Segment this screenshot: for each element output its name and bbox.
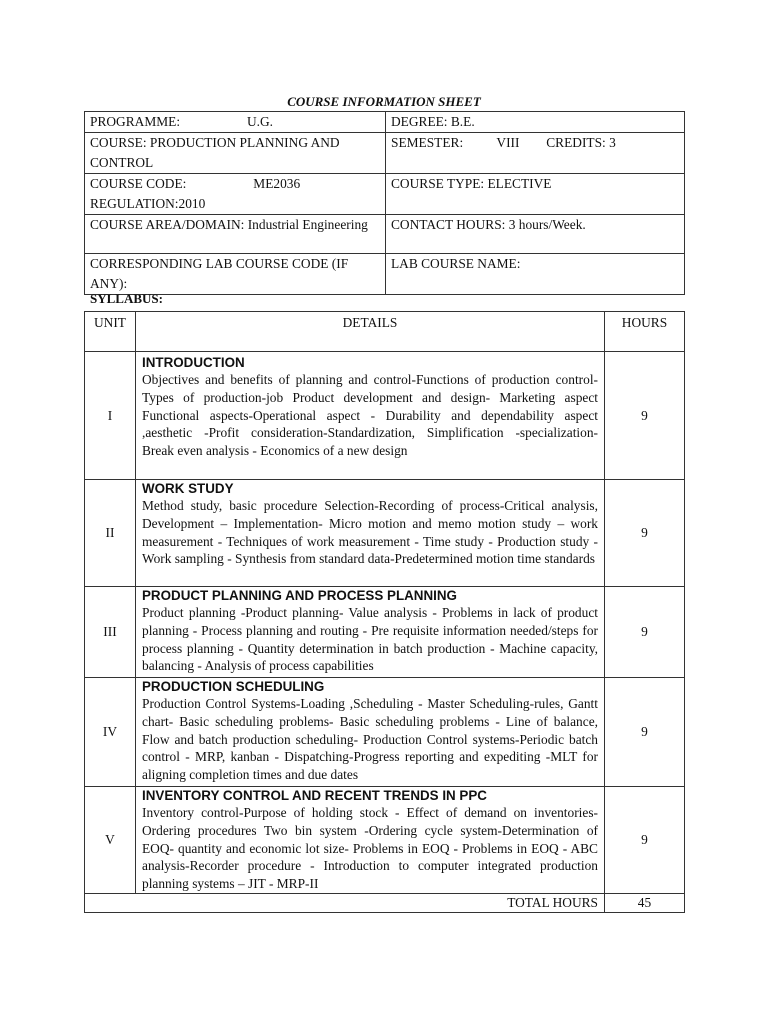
syllabus-label: SYLLABUS: (90, 291, 163, 306)
unit-topic: INVENTORY CONTROL AND RECENT TRENDS IN PPC (142, 788, 487, 803)
unit-details (136, 787, 605, 894)
unit-details (136, 480, 605, 587)
details-header: DETAILS (136, 312, 605, 352)
unit-details (136, 587, 605, 678)
info-row (85, 133, 685, 174)
course-cell: COURSE: PRODUCTION PLANNING AND CONTROL (85, 133, 386, 174)
hours-header: HOURS (605, 312, 685, 352)
syllabus-header-row (85, 312, 685, 352)
course-area-cell: COURSE AREA/DOMAIN: Industrial Engineering (85, 215, 386, 254)
unit-details (136, 352, 605, 480)
unit-description: Inventory control-Purpose of holding stock - Effect of demand on inventories-Ordering procedures Two bin system -Ordering cycle system-Determination of EOQ- quantity and economic lot size- Problems in EOQ - Problems in EOQ - ABC analysis-Recorder procedure - Introduction to computer integrated production planning systems – JIT - MRP-II (142, 805, 598, 892)
unit-hours: 9 (605, 352, 685, 480)
unit-number: V (85, 787, 136, 894)
lab-code-cell: CORRESPONDING LAB COURSE CODE (IF ANY): (85, 254, 386, 295)
page-title: COURSE INFORMATION SHEET (287, 94, 481, 109)
unit-hours: 9 (605, 678, 685, 787)
unit-topic: PRODUCTION SCHEDULING (142, 679, 325, 694)
course-type-cell: COURSE TYPE: ELECTIVE (386, 174, 685, 215)
semester-cell: SEMESTER: VIII CREDITS: 3 (386, 133, 685, 174)
unit-description: Method study, basic procedure Selection-Recording of process-Critical analysis, Development – Implementation- Micro motion and memo motion study – work measurement - Techniques of work measurement - Time study - Production study -Work sampling - Synthesis from standard data-Predetermined motion time standards (142, 498, 598, 567)
unit-hours: 9 (605, 787, 685, 894)
unit-number: I (85, 352, 136, 480)
unit-row (85, 787, 685, 894)
lab-name-cell: LAB COURSE NAME: (386, 254, 685, 295)
unit-description: Production Control Systems-Loading ,Scheduling - Master Scheduling-rules, Gantt chart- Basic scheduling problems- Basic scheduling problems - Line of balance, Flow and batch production scheduling- Production Control systems-Periodic batch control - MRP, kanban - Dispatching-Progress reporting and expediting -MLT for aligning completion times and due dates (142, 696, 598, 783)
unit-row (85, 352, 685, 480)
syllabus-table (84, 311, 685, 913)
unit-number: III (85, 587, 136, 678)
unit-row (85, 480, 685, 587)
unit-header: UNIT (85, 312, 136, 352)
total-row (85, 893, 685, 912)
info-row (85, 174, 685, 215)
unit-description: Product planning -Product planning- Value analysis - Problems in lack of product planning - Process planning and routing - Pre requisite information needed/steps for process planning - Quantity determination in batch production - Machine capacity, balancing - Analysis of process capabilities (142, 605, 598, 674)
unit-number: IV (85, 678, 136, 787)
contact-hours-cell: CONTACT HOURS: 3 hours/Week. (386, 215, 685, 254)
unit-row (85, 678, 685, 787)
total-hours-label: TOTAL HOURS (85, 893, 605, 912)
course-info-table (84, 111, 685, 295)
info-row (85, 215, 685, 254)
unit-topic: INTRODUCTION (142, 355, 245, 370)
unit-topic: WORK STUDY (142, 481, 234, 496)
unit-description: Objectives and benefits of planning and control-Functions of production control-Types of production-job Product development and design- Marketing aspect Functional aspects-Operational aspect - Durability and dependability aspect ,aesthetic -Profit consideration-Standardization, Simplification -specialization- Break even analysis - Economics of a new design (142, 372, 598, 459)
info-row (85, 254, 685, 295)
degree-cell: DEGREE: B.E. (386, 112, 685, 133)
unit-number: II (85, 480, 136, 587)
programme-cell: PROGRAMME: U.G. (85, 112, 386, 133)
unit-details (136, 678, 605, 787)
info-row (85, 112, 685, 133)
unit-hours: 9 (605, 587, 685, 678)
unit-hours: 9 (605, 480, 685, 587)
course-code-cell: COURSE CODE: ME2036 REGULATION:2010 (85, 174, 386, 215)
unit-row (85, 587, 685, 678)
total-hours-value: 45 (605, 893, 685, 912)
unit-topic: PRODUCT PLANNING AND PROCESS PLANNING (142, 588, 457, 603)
